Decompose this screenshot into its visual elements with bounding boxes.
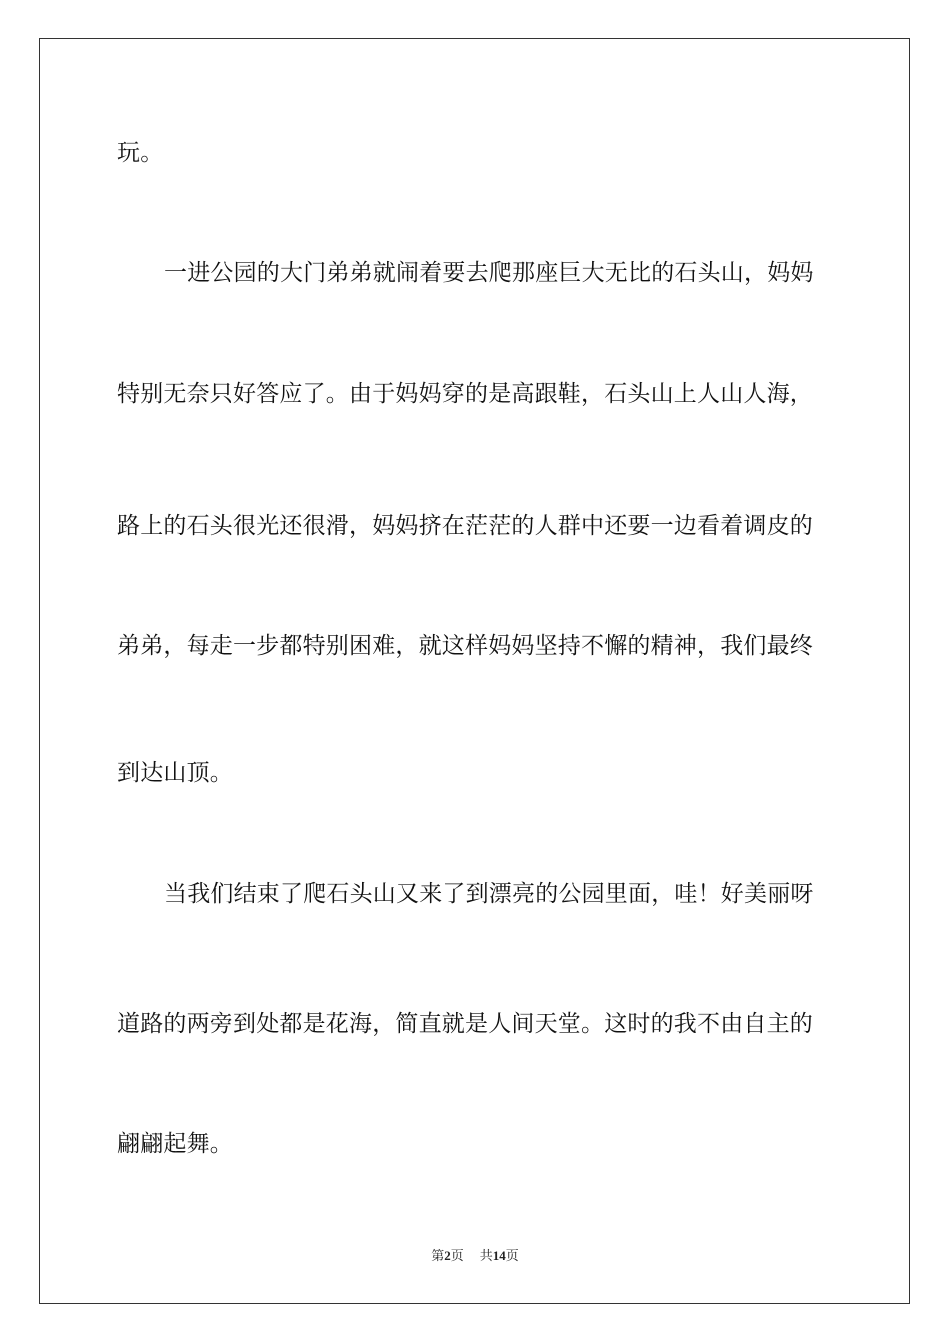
text-line: 到达山顶。 xyxy=(117,760,233,786)
page-number: 2 xyxy=(444,1248,451,1263)
page-suffix: 页 xyxy=(450,1248,464,1263)
paragraph-first-line: 一进公园的大门弟弟就闹着要去爬那座巨大无比的石头山，妈妈 xyxy=(164,260,814,286)
total-suffix: 页 xyxy=(505,1248,519,1263)
total-pages: 14 xyxy=(492,1248,506,1263)
page-border xyxy=(39,38,910,1304)
text-line: 特别无奈只好答应了。由于妈妈穿的是高跟鞋，石头山上人山人海， xyxy=(117,381,813,407)
page-prefix: 第 xyxy=(431,1248,445,1263)
paragraph-first-line: 当我们结束了爬石头山又来了到漂亮的公园里面，哇！好美丽呀 xyxy=(164,881,814,907)
text-line: 玩。 xyxy=(117,140,164,166)
text-line: 道路的两旁到处都是花海，简直就是人间天堂。这时的我不由自主的 xyxy=(117,1011,813,1037)
text-line: 路上的石头很光还很滑，妈妈挤在茫茫的人群中还要一边看着调皮的 xyxy=(117,513,813,539)
page-footer xyxy=(0,1248,950,1264)
text-line: 翩翩起舞。 xyxy=(117,1131,233,1157)
total-prefix: 共 xyxy=(479,1248,493,1263)
text-line: 弟弟，每走一步都特别困难，就这样妈妈坚持不懈的精神，我们最终 xyxy=(117,633,813,659)
